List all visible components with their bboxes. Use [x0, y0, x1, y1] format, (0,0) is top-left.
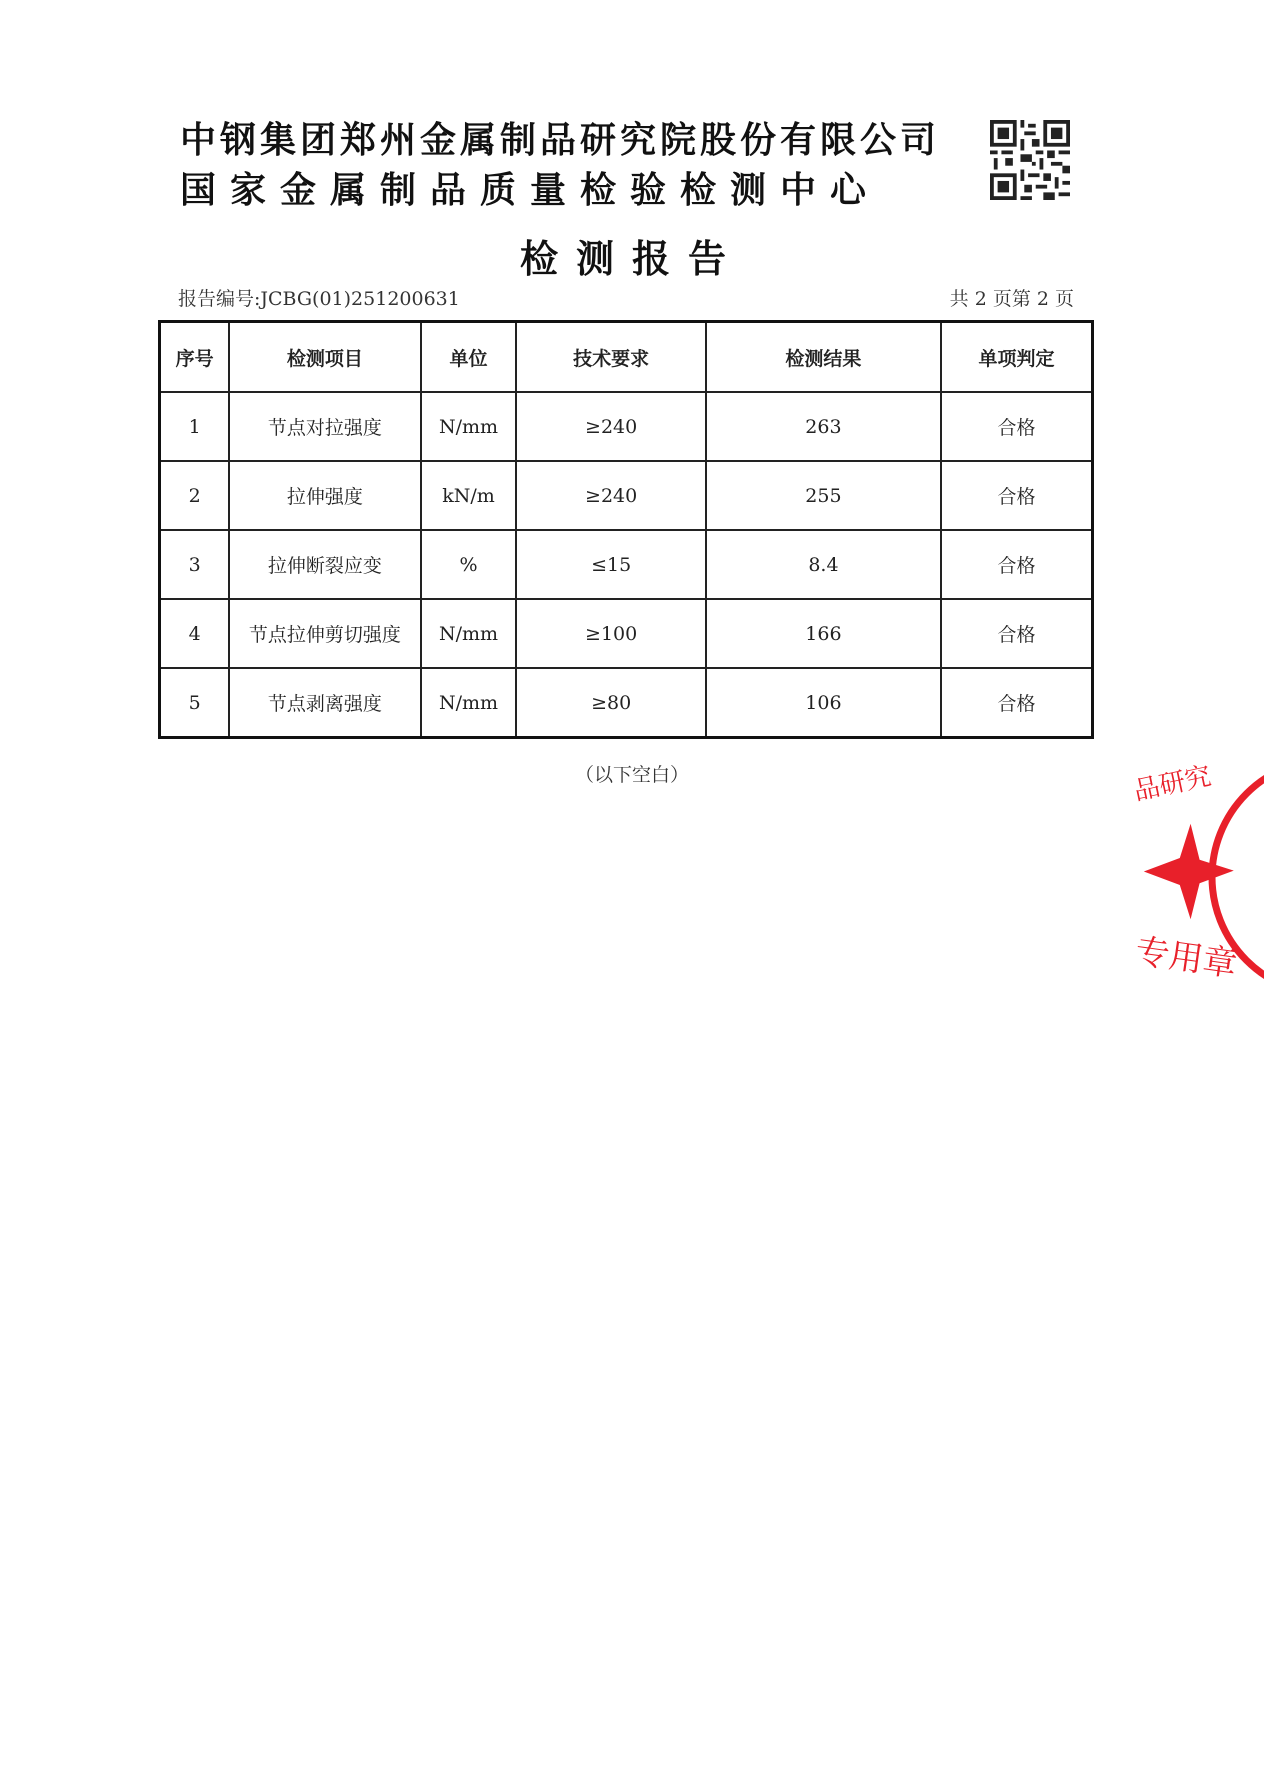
cell-result: 255	[706, 461, 941, 530]
cell-result: 8.4	[706, 530, 941, 599]
header-requirement: 技术要求	[516, 322, 705, 393]
cell-item: 节点剥离强度	[229, 668, 420, 738]
cell-unit: N/mm	[421, 668, 517, 738]
cell-item: 节点对拉强度	[229, 392, 420, 461]
qr-code-icon	[990, 120, 1070, 200]
report-number-label: 报告编号:	[178, 288, 261, 310]
cell-judgement: 合格	[941, 599, 1092, 668]
table-row	[160, 392, 1093, 461]
report-title: 检测报告	[519, 237, 744, 281]
cell-unit: %	[421, 530, 517, 599]
cell-item: 节点拉伸剪切强度	[229, 599, 420, 668]
page-info: 共 2 页第 2 页	[949, 288, 1074, 310]
header-unit: 单位	[421, 322, 517, 393]
cell-judgement: 合格	[941, 392, 1092, 461]
test-results-table	[158, 320, 1094, 739]
cell-judgement: 合格	[941, 530, 1092, 599]
report-number-value: JCBG(01)251200631	[260, 288, 460, 310]
cell-unit: N/mm	[421, 392, 517, 461]
header-item: 检测项目	[229, 322, 420, 393]
cell-result: 166	[706, 599, 941, 668]
cell-requirement: ≤15	[516, 530, 705, 599]
table-header-row	[160, 322, 1093, 393]
cell-result: 106	[706, 668, 941, 738]
blank-below-note: （以下空白）	[574, 764, 689, 786]
header-judgement: 单项判定	[941, 322, 1092, 393]
svg-text:品研究: 品研究	[1131, 761, 1214, 807]
cell-seq: 4	[160, 599, 230, 668]
cell-result: 263	[706, 392, 941, 461]
cell-seq: 1	[160, 392, 230, 461]
official-seal-stamp	[1130, 752, 1264, 1002]
table-row	[160, 461, 1093, 530]
testing-center-name: 国家金属制品质量检验检测中心	[180, 170, 881, 211]
cell-seq: 5	[160, 668, 230, 738]
cell-seq: 3	[160, 530, 230, 599]
cell-judgement: 合格	[941, 668, 1092, 738]
organization-name: 中钢集团郑州金属制品研究院股份有限公司	[180, 120, 941, 161]
header-seq: 序号	[160, 322, 230, 393]
cell-unit: kN/m	[421, 461, 517, 530]
cell-requirement: ≥240	[516, 461, 705, 530]
header-result: 检测结果	[706, 322, 941, 393]
cell-requirement: ≥240	[516, 392, 705, 461]
cell-item: 拉伸强度	[229, 461, 420, 530]
cell-requirement: ≥80	[516, 668, 705, 738]
cell-seq: 2	[160, 461, 230, 530]
cell-judgement: 合格	[941, 461, 1092, 530]
report-number	[178, 284, 460, 311]
cell-requirement: ≥100	[516, 599, 705, 668]
svg-text:专用章: 专用章	[1132, 931, 1240, 986]
table-row	[160, 599, 1093, 668]
cell-unit: N/mm	[421, 599, 517, 668]
table-row	[160, 668, 1093, 738]
cell-item: 拉伸断裂应变	[229, 530, 420, 599]
table-row	[160, 530, 1093, 599]
